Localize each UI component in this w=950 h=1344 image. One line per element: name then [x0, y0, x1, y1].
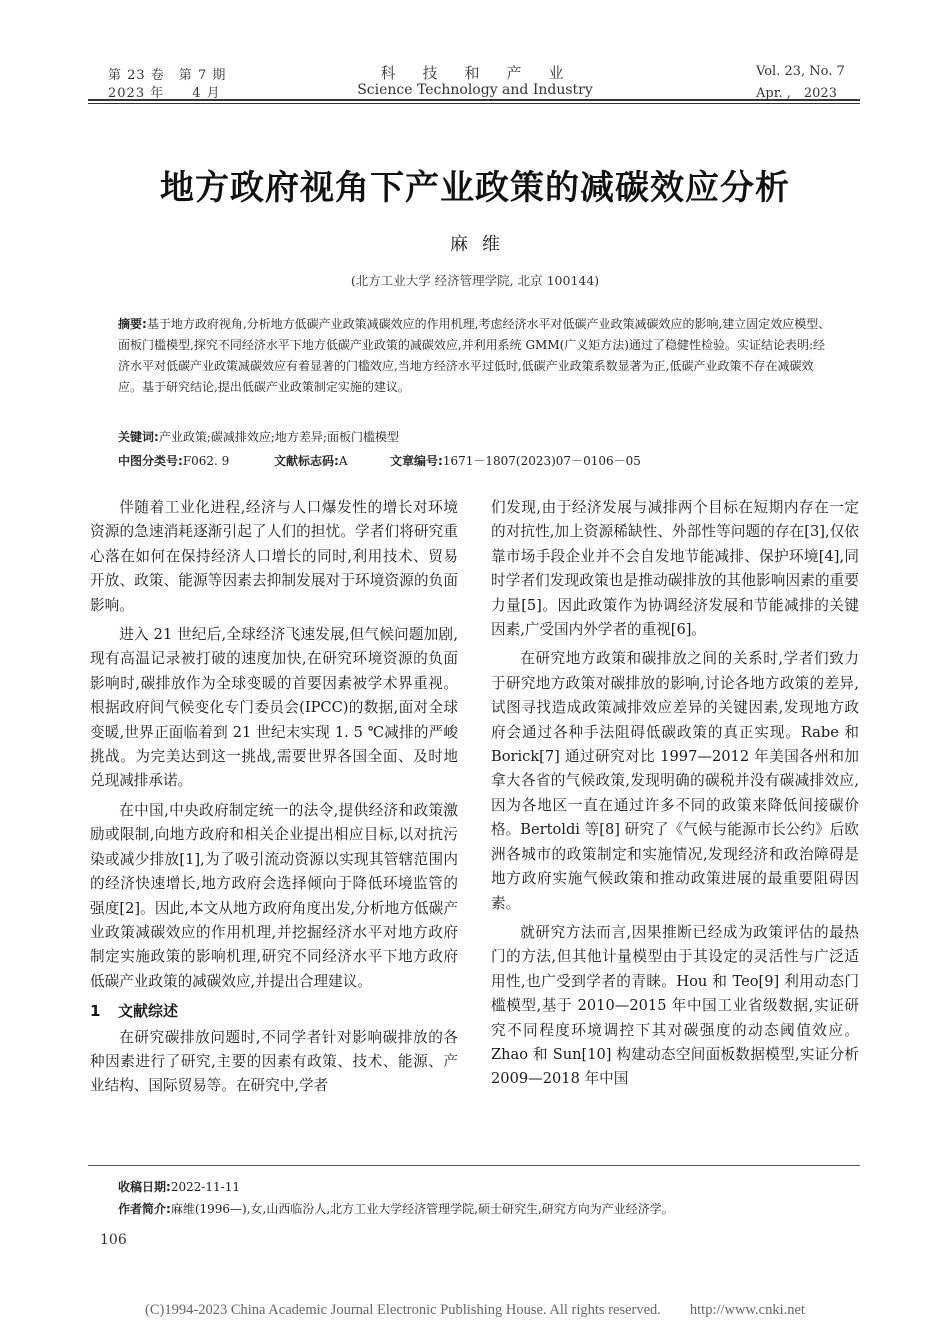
document-code — [274, 452, 347, 469]
author-bio — [118, 1200, 848, 1217]
abstract-label: 摘要: — [118, 317, 147, 331]
received-label: 收稿日期: — [118, 1180, 171, 1194]
header-date-en: Apr. , 2023 — [756, 86, 837, 101]
article-no-label: 文章编号: — [390, 454, 443, 468]
received-date — [118, 1178, 240, 1195]
header-volume-issue-cn: 第 23 卷 第 7 期 — [108, 68, 227, 83]
paragraph: 就研究方法而言,因果推断已经成为政策评估的最热门的方法,但其他计量模型由于其设定的灵活性与广泛适用性,也广受到学者的青睐。Hou 和 Teo[9] 利用动态门槛模型,基于 2010—2015 年中国工业省级数据,实证研究不同程度环境调控下其对碳强度的动态阈值效应。Zhao 和 Sun[10] 构建动态空间面板数据模型,实证分析 2009—2018 年中国 — [491, 923, 859, 1088]
header-rule-thick — [88, 99, 860, 101]
copyright-notice: (C)1994-2023 China Academic Journal Electronic Publishing House. All rights reserved. http://www.cnki.net — [145, 1302, 805, 1318]
body-left-column — [90, 496, 458, 1104]
clc-value: F062. 9 — [182, 454, 230, 468]
article-number — [390, 452, 641, 469]
doc-code-value: A — [338, 454, 348, 468]
section-number: 1 — [90, 1002, 101, 1021]
keywords-text: 产业政策;碳减排效应;地方差异;面板门槛模型 — [158, 430, 399, 444]
paragraph: 伴随着工业化进程,经济与人口爆发性的增长对环境资源的急速消耗逐渐引起了人们的担忧。学者们将研究重心落在如何在保持经济人口增长的同时,利用技术、贸易开放、政策、能源等因素去抑制发展对于环境资源的负面影响。 — [90, 499, 458, 614]
header-date-cn: 2023 年 4 月 — [108, 86, 221, 101]
header-rule-thin — [88, 103, 860, 104]
article-no-value: 1671－1807(2023)07－0106－05 — [442, 454, 641, 468]
header-volume-issue-en: Vol. 23, No. 7 — [756, 64, 845, 79]
clc-label: 中图分类号: — [118, 454, 183, 468]
abstract — [118, 314, 833, 398]
classification-line — [118, 452, 229, 469]
journal-name-en: Science Technology and Industry — [357, 82, 593, 98]
received-value: 2022-11-11 — [170, 1180, 240, 1194]
paragraph: 在中国,中央政府制定统一的法令,提供经济和政策激励或限制,向地方政府和相关企业提出相应目标,以对抗污染或减少排放[1],为了吸引流动资源以实现其管辖范围内的经济快速增长,地方政府会选择倾向于降低环境监管的强度[2]。因此,本文从地方政府角度出发,分析地方低碳产业政策减碳效应的作用机理,并挖掘经济水平对地方政府制定实施政策的影响机理,研究不同经济水平下地方政府低碳产业政策的减碳效应,并提出合理建议。 — [90, 801, 458, 990]
journal-name-cn: 科 技 和 产 业 — [380, 64, 570, 82]
keywords — [118, 428, 399, 445]
paragraph: 在研究碳排放问题时,不同学者针对影响碳排放的各种因素进行了研究,主要的因素有政策、技术、能源、产业结构、国际贸易等。在研究中,学者 — [90, 1028, 458, 1095]
bio-text: 麻维(1996—),女,山西临汾人,北方工业大学经济管理学院,硕士研究生,研究方向为产业经济学。 — [170, 1202, 674, 1216]
abstract-text: 基于地方政府视角,分析地方低碳产业政策减碳效应的作用机理,考虑经济水平对低碳产业政策减碳效应的影响,建立固定效应模型、面板门槛模型,探究不同经济水平下地方低碳产业政策的减碳效应,并利用系统 GMM(广义矩方法)通过了稳健性检验。实证结论表明:经济水平对低碳产业政策减碳效应有着显著的门槛效应,当地方经济水平过低时,低碳产业政策系数显著为正,低碳产业政策不存在减碳效应。基于研究结论,提出低碳产业政策制定实施的建议。 — [118, 317, 831, 394]
author-affiliation: (北方工业大学 经济管理学院, 北京 100144) — [350, 273, 600, 288]
bio-label: 作者简介: — [118, 1202, 171, 1216]
section-heading — [90, 999, 458, 1023]
author-name: 麻维 — [450, 234, 514, 255]
paper-title: 地方政府视角下产业政策的减碳效应分析 — [160, 168, 790, 208]
section-title: 文献综述 — [118, 1002, 179, 1021]
paragraph: 在研究地方政策和碳排放之间的关系时,学者们致力于研究地方政策对碳排放的影响,讨论各地方政策的差异,试图寻找造成政策减排效应差异的关键因素,发现地方政府会通过各种手法阻碍低碳政策的真正实现。Rabe 和 Borick[7] 通过研究对比 1997—2012 年美国各州和加拿大各省的气候政策,发现明确的碳税并没有碳减排效应,因为各地区一直在通过许多不同的政策来降低间接碳价格。Bertoldi 等[8] 研究了《气候与能源市长公约》后欧洲各城市的政策制定和实施情况,发现经济和政治障碍是地方政府实施气候政策和推动政策进展的最重要阻碍因素。 — [491, 650, 859, 912]
paragraph: 进入 21 世纪后,全球经济飞速发展,但气候问题加剧,现有高温记录被打破的速度加快,在研究环境资源的负面影响时,碳排放作为全球变暖的首要因素被学术界重视。根据政府间气候变化专门委员会(IPCC)的数据,面对全球变暖,世界正面临着到 21 世纪末实现 1. 5 ℃减排的严峻挑战。为完美达到这一挑战,需要世界各国全面、及时地兑现减排承诺。 — [90, 626, 458, 790]
body-right-column — [491, 496, 859, 1097]
page-number: 106 — [100, 1232, 127, 1248]
paragraph-continuation: 们发现,由于经济发展与减排两个目标在短期内存在一定的对抗性,加上资源稀缺性、外部性等问题的存在[3],仅依靠市场手段企业并不会自发地节能减排、保护环境[4],同时学者们发现政策也是推动碳排放的其他影响因素的重要力量[5]。因此政策作为协调经济发展和节能减排的关键因素,广受国内外学者的重视[6]。 — [491, 499, 859, 639]
keywords-label: 关键词: — [118, 430, 159, 444]
footnote-rule — [88, 1165, 860, 1166]
doc-code-label: 文献标志码: — [274, 454, 339, 468]
